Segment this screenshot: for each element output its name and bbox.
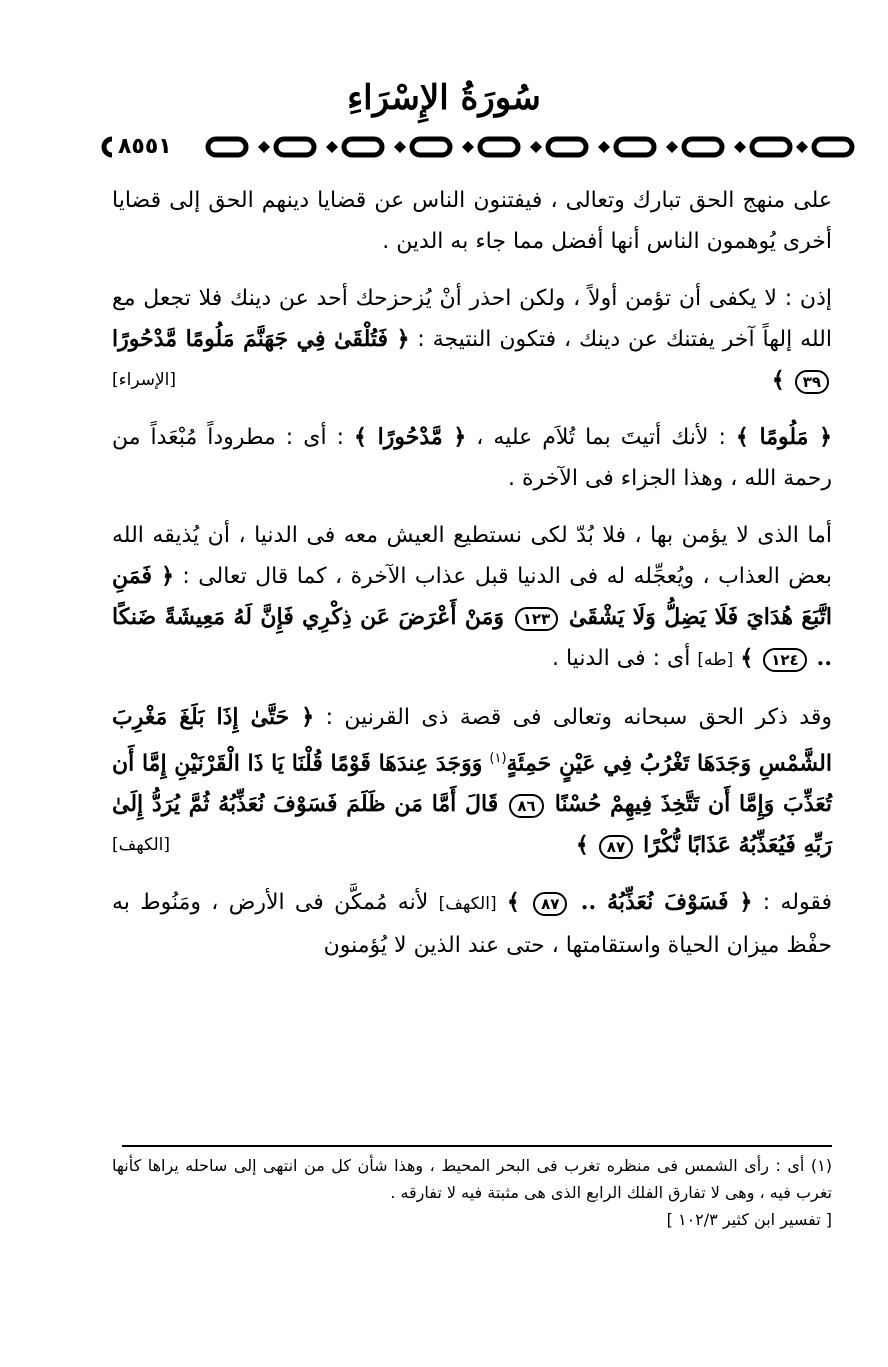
surah-reference: [طه] (697, 650, 734, 670)
surah-reference: [الإسراء] (112, 370, 177, 390)
footnote-source: [ تفسير ابن كثير ١٠٢/٣ ] (666, 1210, 832, 1229)
paragraph-4 (112, 515, 832, 681)
footnotes (112, 1152, 832, 1233)
quran-verse: ﴿ حَتَّىٰ إِذَا بَلَغَ مَغْرِبَ الشَّمْسِ وَجَدَهَا تَغْرُبُ فِي عَيْنٍ حَمِئَةٍ (112, 704, 833, 777)
paragraph-text: أى : فى الدنيا . (551, 646, 691, 671)
quran-verse: ﴿ فَتُلْقَىٰ فِي جَهَنَّمَ مَلُومًا مَّدْحُورًا (112, 326, 410, 352)
ayah-number-marker: ٣٩ (795, 370, 829, 394)
page-number: ٨٥٥١ (112, 132, 178, 162)
paragraph-text: : أى : مطروداً مُبْعَداً من رحمة الله ، وهذا الجزاء فى الآخرة . (112, 425, 832, 491)
surah-reference: [الكهف] (438, 894, 497, 915)
footnote-marker: (١) (489, 751, 507, 766)
ayah-number-marker: ٨٧ (599, 835, 633, 859)
paragraph-text: فقوله : (762, 890, 833, 916)
paragraph-3 (112, 417, 832, 499)
quran-verse: وَمَنْ أَعْرَضَ عَن ذِكْرِي فَإِنَّ لَهُ مَعِيشَةً ضَنكًا .. (112, 604, 832, 671)
quran-bracket-close: ﴾ (740, 645, 754, 671)
paragraph-1: على منهج الحق تبارك وتعالى ، فيفتنون الناس عن قضايا دينهم الحق إلى قضايا أخرى يُوهمون الناس أنها أفضل مما جاء به الدين . (112, 188, 832, 254)
paragraph-text: وقد ذكر الحق سبحانه وتعالى فى قصة ذى القرنين : (325, 705, 832, 730)
surah-reference: [الكهف] (112, 835, 170, 856)
quran-bracket-close: ﴾ (506, 889, 520, 916)
footnote-divider (122, 1145, 832, 1147)
quran-verse: ﴿ فَمَنِ اتَّبَعَ هُدَايَ فَلَا يَضِلُّ وَلَا يَشْقَىٰ (112, 563, 832, 630)
quran-verse: ﴿ فَسَوْفَ نُعَذِّبُهُ .. (580, 889, 753, 916)
paragraph-6 (112, 882, 832, 966)
surah-title: سُورَةُ الإِسْرَاءِ (347, 78, 541, 118)
ayah-number-marker: ١٢٣ (515, 607, 558, 631)
chain-ornament-divider (98, 132, 858, 162)
quran-word: ﴿ مَّدْحُورًا ﴾ (354, 424, 467, 450)
quran-bracket-close: ﴾ (575, 832, 589, 859)
paragraph-text: : لأنك أتيتَ بما تُلاَم عليه ، (476, 425, 726, 450)
body-text (112, 180, 832, 982)
ayah-number-marker: ٨٦ (509, 794, 543, 818)
paragraph-5 (112, 697, 832, 866)
ayah-number-marker: ٨٧ (533, 892, 567, 916)
quran-bracket-close: ﴾ (771, 367, 785, 393)
paragraph-2 (112, 278, 832, 401)
paragraph-text: أما الذى لا يؤمن بها ، فلا بُدّ لكى نستطيع العيش معه فى الدنيا ، أن يُذيقه الله بعض العذاب ، ويُعجِّله له فى الدنيا قبل عذاب الآخرة ، كما قال تعالى : (112, 523, 832, 589)
quran-verse: قَالَ أَمَّا مَن ظَلَمَ فَسَوْفَ نُعَذِّبُهُ ثُمَّ يُرَدُّ إِلَىٰ رَبِّهِ فَيُعَذِّبُهُ عَذَابًا نُّكْرًا (112, 791, 832, 859)
ayah-number-marker: ١٢٤ (763, 648, 806, 672)
quran-word: ﴿ مَلُومًا ﴾ (735, 424, 833, 450)
paragraph-text: إذن : لا يكفى أن تؤمن أولاً ، ولكن احذر أنْ يُزحزحك أحد عن دينك فلا تجعل مع الله إلهاً آخر يفتنك عن دينك ، فتكون النتيجة : (112, 286, 833, 352)
footnote-1: (١) أى : رأى الشمس فى منظره تغرب فى البحر المحيط ، وهذا شأن كل من انتهى إلى ساحله يراها كأنها تغرب فيه ، وهى لا تفارق الفلك الرابع الذى هى مثبتة فيه لا تفارقه . (112, 1156, 832, 1202)
paragraph-text: لأنه مُمكَّن فى الأرض ، ومَنُوط به حفْظ ميزان الحياة واستقامتها ، حتى عند الذين لا يُؤمنون (112, 890, 832, 959)
quran-verse: وَوَجَدَ عِندَهَا قَوْمًا قُلْنَا يَا ذَا الْقَرْنَيْنِ إِمَّا أَن تُعَذِّبَ وَإِمَّا أَن تَتَّخِذَ فِيهِمْ حُسْنًا (112, 750, 832, 818)
